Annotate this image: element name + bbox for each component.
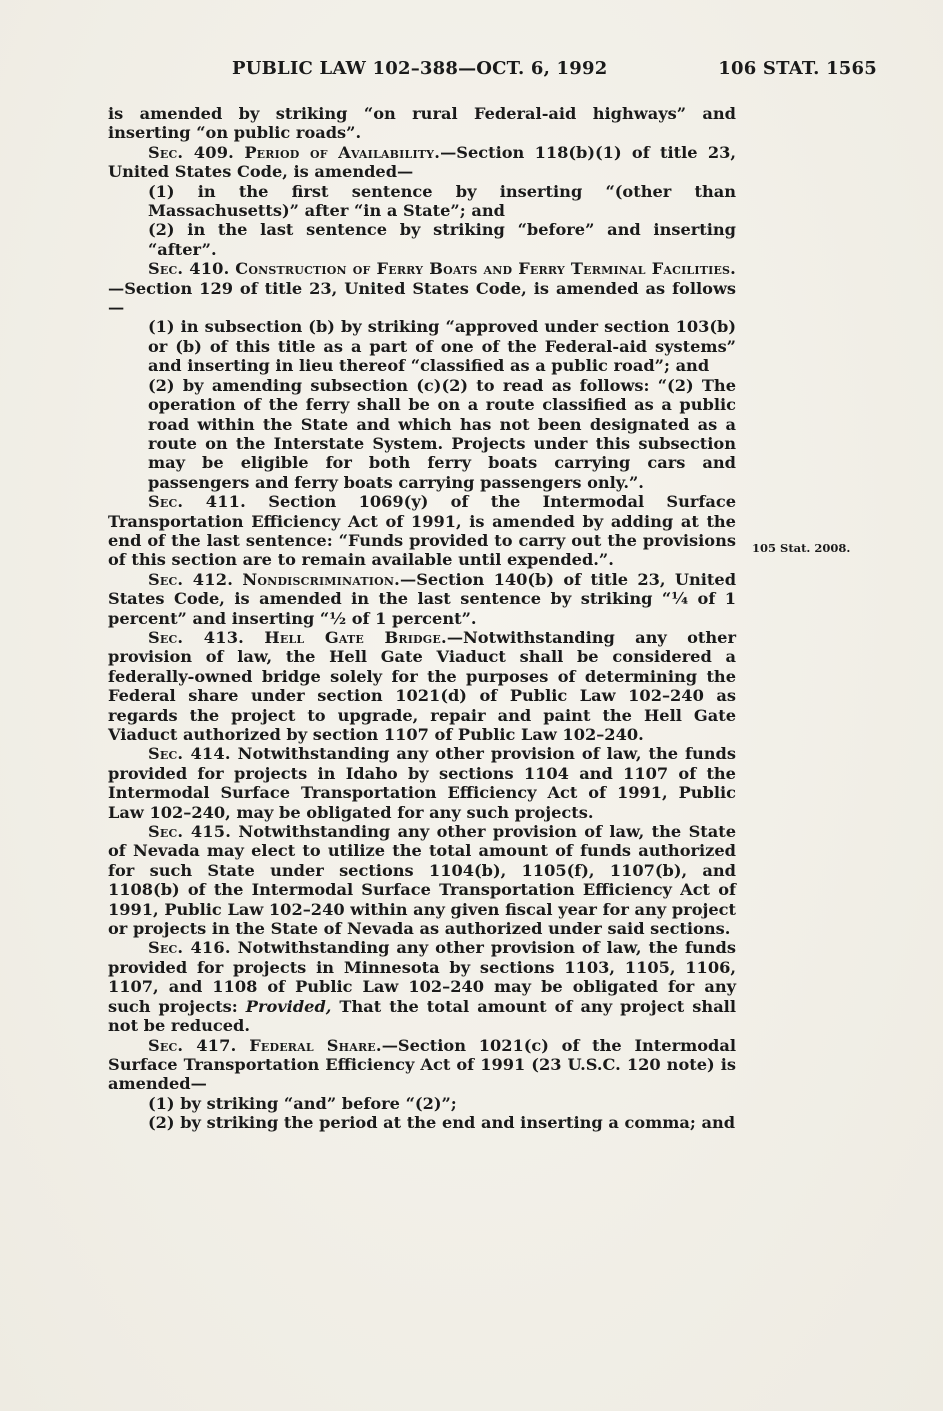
section-409-item-2: (2) in the last sentence by striking “before” and inserting “after”. xyxy=(148,220,736,259)
document-body xyxy=(108,104,736,1133)
section-number: Sec. 416. xyxy=(148,938,231,958)
section-410-item-2: (2) by amending subsection (c)(2) to read as follows: “(2) The operation of the ferry shall be on a route classified as a public road within the State and which has not been designated as a route on the Interstate System. Projects under this subsection may be eligible for both ferry boats carrying cars and passengers and ferry boats carrying passengers only.”. xyxy=(148,375,736,492)
section-412 xyxy=(108,570,736,628)
section-text: —Section 1021(c) of the Intermodal Surface Transportation Efficiency Act of 1991 (23 U.S.C. 120 note) is amended— xyxy=(108,1035,736,1094)
section-417-item-1: (1) by striking “and” before “(2)”; xyxy=(148,1093,457,1113)
proviso-word: Provided, xyxy=(245,996,332,1016)
section-417-item-2: (2) by striking the period at the end and inserting a comma; and xyxy=(148,1113,736,1133)
header-law-citation: PUBLIC LAW 102–388—OCT. 6, 1992 xyxy=(232,58,608,79)
section-text: —Section 118(b)(1) of title 23, United States Code, is amended— xyxy=(108,142,736,182)
section-heading: Construction of Ferry Boats and Ferry Terminal Facilities. xyxy=(235,259,737,279)
section-number: Sec. 414. xyxy=(148,744,231,764)
section-number: Sec. 410. xyxy=(148,259,230,279)
section-417 xyxy=(108,1036,736,1094)
section-410-item-1: (1) in subsection (b) by striking “approved under section 103(b) or (b) of this title as a part of one of the Federal-aid systems” and inserting in lieu thereof “classified as a public road”; and xyxy=(148,317,736,376)
section-number: Sec. 411. xyxy=(148,492,246,512)
section-409-item-1: (1) in the first sentence by inserting “(other than Massachusetts)” after “in a State”; and xyxy=(148,181,736,221)
section-text: Notwithstanding any other provision of law, the State of Nevada may elect to utilize the total amount of funds authorized for such State under sections 1104(b), 1105(f), 1107(b), and 1108(b) of the Intermodal Surface Transportation Efficiency Act of 1991, Public Law 102–240 within any given fiscal year for any project or projects in the State of Nevada as authorized under said sections. xyxy=(108,822,737,939)
section-text: Section 1069(y) of the Intermodal Surface Transportation Efficiency Act of 1991, is amended by adding at the end of the last sentence: “Funds provided to carry out the provisions of this section are to remain available until expended.”. xyxy=(108,492,736,570)
page-header xyxy=(232,58,877,82)
margin-note: 105 Stat. 2008. xyxy=(752,541,851,555)
section-number: Sec. 415. xyxy=(148,822,232,842)
section-415 xyxy=(108,822,736,938)
section-heading: Federal Share. xyxy=(249,1035,382,1055)
section-410 xyxy=(108,259,736,317)
section-text: —Section 129 of title 23, United States Code, is amended as follows— xyxy=(108,278,736,318)
section-number: Sec. 413. xyxy=(148,627,245,647)
section-number: Sec. 412. xyxy=(148,569,234,589)
section-414 xyxy=(108,744,736,822)
section-text: Notwithstanding any other provision of law, the funds provided for projects in Minnesota by sections 1103, 1105, 1106, 1107, and 1108 of Public Law 102–240 may be obligated for any such projects: xyxy=(108,938,736,1016)
section-413 xyxy=(108,628,736,744)
section-heading: Period of Availability. xyxy=(244,142,441,162)
header-statute-page: 106 STAT. 1565 xyxy=(718,58,877,79)
section-heading: Nondiscrimination. xyxy=(242,569,401,589)
section-text: Notwithstanding any other provision of law, the funds provided for projects in Idaho by sections 1104 and 1107 of the Intermodal Surface Transportation Efficiency Act of 1991, Public Law 102–240, may be obligated for any such projects. xyxy=(108,744,736,822)
section-411 xyxy=(108,492,736,570)
section-text: —Notwithstanding any other provision of law, the Hell Gate Viaduct shall be considered a federally-owned bridge solely for the purposes of determining the Federal share under section 1021(d) of Public Law 102–240 as regards the project to upgrade, repair and paint the Hell Gate Viaduct authorized by section 1107 of Public Law 102–240. xyxy=(108,627,736,744)
section-text: —Section 140(b) of title 23, United States Code, is amended in the last sentence by striking “¼ of 1 percent” and inserting “½ of 1 percent”. xyxy=(108,569,737,628)
section-number: Sec. 417. xyxy=(148,1035,237,1055)
section-409 xyxy=(108,143,736,182)
section-heading: Hell Gate Bridge. xyxy=(264,627,447,647)
section-number: Sec. 409. xyxy=(148,142,234,162)
section-416 xyxy=(108,938,736,1035)
section-text-cont: That the total amount of any project shall not be reduced. xyxy=(108,996,736,1036)
continuation-paragraph: is amended by striking “on rural Federal-aid highways” and inserting “on public roads”. xyxy=(108,104,736,143)
